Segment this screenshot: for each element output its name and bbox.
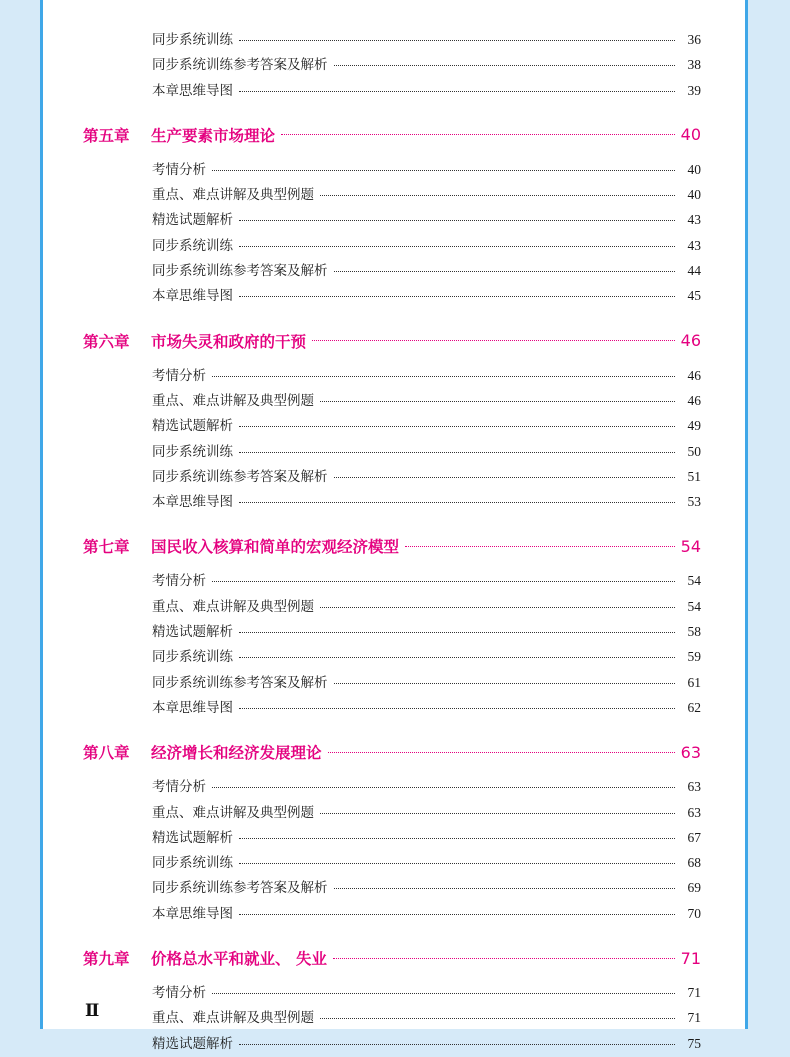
toc-section-entry[interactable] bbox=[43, 902, 745, 927]
toc-section-entry[interactable] bbox=[43, 876, 745, 901]
dot-leader bbox=[239, 1044, 675, 1045]
dot-leader bbox=[334, 271, 676, 272]
page-number: 54 bbox=[687, 573, 701, 589]
toc-section-entry[interactable] bbox=[43, 208, 745, 233]
section-title: 同步系统训练参考答案及解析 bbox=[152, 263, 328, 280]
toc-section-entry[interactable] bbox=[43, 183, 745, 208]
dot-leader bbox=[320, 195, 675, 196]
section-title: 同步系统训练 bbox=[152, 649, 233, 666]
dot-leader bbox=[239, 502, 675, 503]
chapter-title: 价格总水平和就业、 失业 bbox=[151, 950, 327, 969]
dot-leader bbox=[212, 993, 675, 994]
toc-section-entry[interactable] bbox=[43, 696, 745, 721]
toc-section-entry[interactable] bbox=[43, 364, 745, 389]
page-number: 53 bbox=[687, 494, 701, 510]
chapter-number: 第七章 bbox=[83, 538, 130, 557]
page-number: 71 bbox=[687, 985, 701, 1001]
page-number: 38 bbox=[687, 57, 701, 73]
page-number: 70 bbox=[687, 905, 701, 921]
toc-chapter-entry[interactable] bbox=[43, 939, 745, 977]
toc-section-entry[interactable] bbox=[43, 851, 745, 876]
section-title: 同步系统训练 bbox=[152, 443, 233, 460]
toc-section-entry[interactable] bbox=[43, 234, 745, 259]
page-number: 58 bbox=[687, 624, 701, 640]
toc-section-entry[interactable] bbox=[43, 389, 745, 414]
page-number: 49 bbox=[687, 418, 701, 434]
section-title: 重点、难点讲解及典型例题 bbox=[152, 598, 314, 615]
section-title: 本章思维导图 bbox=[152, 82, 233, 99]
page-number: 46 bbox=[687, 367, 701, 383]
chapter-number: 第九章 bbox=[83, 950, 130, 969]
document-page bbox=[40, 0, 748, 1052]
section-title: 精选试题解析 bbox=[152, 1035, 233, 1052]
section-title: 本章思维导图 bbox=[152, 494, 233, 511]
toc-section-entry[interactable] bbox=[43, 259, 745, 284]
dot-leader bbox=[239, 708, 675, 709]
chapter-title: 国民收入核算和简单的宏观经济模型 bbox=[151, 538, 400, 557]
section-title: 精选试题解析 bbox=[152, 418, 233, 435]
toc-section-entry[interactable] bbox=[43, 1032, 745, 1057]
dot-leader bbox=[239, 838, 675, 839]
toc-section-entry[interactable] bbox=[43, 1006, 745, 1031]
page-number: 43 bbox=[687, 212, 701, 228]
toc-section-entry[interactable] bbox=[43, 28, 745, 53]
page-number: 75 bbox=[687, 1035, 701, 1051]
toc-section-entry[interactable] bbox=[43, 671, 745, 696]
chapter-title: 生产要素市场理论 bbox=[151, 126, 276, 145]
page-number: 68 bbox=[687, 855, 701, 871]
toc-chapter-entry[interactable] bbox=[43, 116, 745, 154]
section-title: 本章思维导图 bbox=[152, 699, 233, 716]
dot-leader bbox=[239, 863, 675, 864]
section-title: 精选试题解析 bbox=[152, 624, 233, 641]
dot-leader bbox=[320, 1018, 675, 1019]
dot-leader bbox=[239, 296, 675, 297]
page-number: 40 bbox=[687, 161, 701, 177]
dot-leader bbox=[312, 340, 675, 341]
page-number: 63 bbox=[680, 742, 701, 762]
chapter-number: 第八章 bbox=[83, 744, 130, 763]
toc-section-entry[interactable] bbox=[43, 775, 745, 800]
page-number: 36 bbox=[687, 32, 701, 47]
dot-leader bbox=[239, 220, 675, 221]
dot-leader bbox=[239, 657, 675, 658]
toc-section-entry[interactable] bbox=[43, 79, 745, 104]
section-title: 精选试题解析 bbox=[152, 212, 233, 229]
dot-leader bbox=[212, 787, 675, 788]
chapter-number: 第六章 bbox=[83, 332, 130, 351]
page-number: 44 bbox=[687, 263, 701, 279]
page-number: 45 bbox=[687, 288, 701, 304]
section-title: 考情分析 bbox=[152, 573, 206, 590]
page-number: 43 bbox=[687, 237, 701, 253]
page-number: 71 bbox=[680, 948, 701, 968]
page-number: 50 bbox=[687, 443, 701, 459]
dot-leader bbox=[239, 632, 675, 633]
page-number: 39 bbox=[687, 82, 701, 98]
chapter-title: 经济增长和经济发展理论 bbox=[151, 744, 322, 763]
toc-section-entry[interactable] bbox=[43, 53, 745, 78]
dot-leader bbox=[281, 134, 675, 135]
page-number: 54 bbox=[687, 598, 701, 614]
page-number: 63 bbox=[687, 779, 701, 795]
toc-section-entry[interactable] bbox=[43, 981, 745, 1006]
dot-leader bbox=[239, 246, 675, 247]
section-title: 同步系统训练参考答案及解析 bbox=[152, 674, 328, 691]
dot-leader bbox=[334, 65, 676, 66]
dot-leader bbox=[239, 914, 675, 915]
toc-chapter-entry[interactable] bbox=[43, 322, 745, 360]
toc-chapter-entry[interactable] bbox=[43, 733, 745, 771]
section-title: 同步系统训练参考答案及解析 bbox=[152, 880, 328, 897]
section-title: 本章思维导图 bbox=[152, 905, 233, 922]
dot-leader bbox=[333, 958, 675, 959]
section-title: 同步系统训练 bbox=[152, 855, 233, 872]
section-title: 同步系统训练参考答案及解析 bbox=[152, 57, 328, 74]
toc-section-entry[interactable] bbox=[43, 620, 745, 645]
dot-leader bbox=[334, 683, 676, 684]
dot-leader bbox=[239, 452, 675, 453]
section-title: 重点、难点讲解及典型例题 bbox=[152, 392, 314, 409]
page-number: 71 bbox=[687, 1010, 701, 1026]
page-number: 63 bbox=[687, 804, 701, 820]
section-title: 重点、难点讲解及典型例题 bbox=[152, 804, 314, 821]
page-number: 40 bbox=[687, 187, 701, 203]
toc-section-entry[interactable] bbox=[43, 284, 745, 309]
page-number: 51 bbox=[687, 468, 701, 484]
toc-section-entry[interactable] bbox=[43, 595, 745, 620]
dot-leader bbox=[239, 91, 675, 92]
table-of-contents bbox=[43, 28, 745, 1057]
section-title: 重点、难点讲解及典型例题 bbox=[152, 187, 314, 204]
dot-leader bbox=[212, 581, 675, 582]
chapter-number: 第五章 bbox=[83, 126, 130, 145]
section-title: 考情分析 bbox=[152, 985, 206, 1002]
page-number: 67 bbox=[687, 829, 701, 845]
toc-chapter-entry[interactable] bbox=[43, 527, 745, 565]
dot-leader bbox=[239, 40, 675, 41]
toc-section-entry[interactable] bbox=[43, 801, 745, 826]
section-title: 考情分析 bbox=[152, 161, 206, 178]
toc-section-entry[interactable] bbox=[43, 645, 745, 670]
dot-leader bbox=[239, 426, 675, 427]
page-number: 69 bbox=[687, 880, 701, 896]
toc-section-entry[interactable] bbox=[43, 414, 745, 439]
toc-section-entry[interactable] bbox=[43, 158, 745, 183]
page-number: 46 bbox=[680, 331, 701, 351]
section-title: 精选试题解析 bbox=[152, 829, 233, 846]
page-number: 62 bbox=[687, 699, 701, 715]
dot-leader bbox=[334, 888, 676, 889]
section-title: 考情分析 bbox=[152, 367, 206, 384]
page-number: 61 bbox=[687, 674, 701, 690]
page-number: 54 bbox=[680, 536, 701, 556]
dot-leader bbox=[405, 546, 675, 547]
page-number: 40 bbox=[680, 125, 701, 145]
toc-section-entry[interactable] bbox=[43, 826, 745, 851]
section-title: 同步系统训练参考答案及解析 bbox=[152, 468, 328, 485]
section-title: 同步系统训练 bbox=[152, 32, 233, 48]
dot-leader bbox=[212, 170, 675, 171]
dot-leader bbox=[320, 813, 675, 814]
toc-section-entry[interactable] bbox=[43, 465, 745, 490]
page-number: 46 bbox=[687, 392, 701, 408]
page-folio: Ⅱ bbox=[85, 1001, 100, 1020]
toc-section-entry[interactable] bbox=[43, 490, 745, 515]
toc-section-entry[interactable] bbox=[43, 569, 745, 594]
page-number: 59 bbox=[687, 649, 701, 665]
dot-leader bbox=[334, 477, 676, 478]
section-title: 重点、难点讲解及典型例题 bbox=[152, 1010, 314, 1027]
chapter-title: 市场失灵和政府的干预 bbox=[151, 332, 307, 351]
dot-leader bbox=[320, 401, 675, 402]
dot-leader bbox=[328, 752, 675, 753]
section-title: 考情分析 bbox=[152, 779, 206, 796]
dot-leader bbox=[320, 607, 675, 608]
dot-leader bbox=[212, 376, 675, 377]
section-title: 本章思维导图 bbox=[152, 288, 233, 305]
section-title: 同步系统训练 bbox=[152, 237, 233, 254]
toc-section-entry[interactable] bbox=[43, 440, 745, 465]
